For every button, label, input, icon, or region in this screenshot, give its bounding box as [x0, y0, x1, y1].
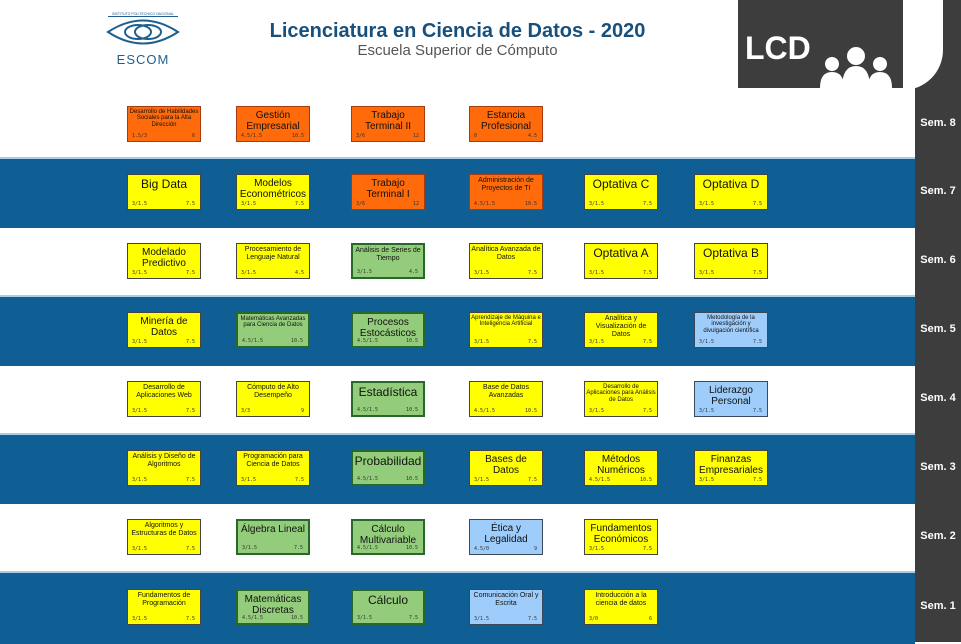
course-hours: 3/1.5 — [474, 615, 490, 622]
course-hours: 4.5/1.5 — [474, 200, 496, 207]
course-credits: 10.5 — [405, 406, 418, 413]
course-credits: 7.5 — [642, 269, 652, 276]
course-card[interactable] — [351, 106, 425, 142]
course-name: Álgebra Lineal — [241, 523, 305, 535]
course-hours: 3/1.5 — [589, 338, 605, 345]
course-name: Cómputo de Alto Desempeño — [247, 383, 299, 399]
course-credits: 7.5 — [294, 476, 304, 483]
logo-institution: INSTITUTO POLITÉCNICO NACIONAL — [108, 12, 178, 17]
course-hours: 4.5/1.5 — [357, 337, 379, 344]
semester-label: Sem. 3 — [920, 460, 956, 473]
course-name: Bases de Datos — [485, 453, 527, 476]
course-credits: 7.5 — [527, 615, 537, 622]
course-credits: 7.5 — [185, 615, 195, 622]
course-credits: 7.5 — [642, 545, 652, 552]
course-hours: 4.5/1.5 — [357, 475, 379, 482]
course-hours: 3/1.5 — [132, 407, 148, 414]
course-name: Procesos Estocásticos — [359, 316, 417, 339]
course-card[interactable] — [584, 243, 658, 279]
course-name: Procesamiento de Lenguaje Natural — [244, 245, 302, 261]
course-name: Matemáticas Discretas — [244, 593, 302, 616]
course-hours: 3/1.5 — [699, 476, 715, 483]
course-name: Desarrollo de Aplicaciones para Análisis de Datos — [586, 383, 656, 404]
course-card[interactable] — [236, 106, 310, 142]
course-hours: 4.5/1.5 — [474, 407, 496, 414]
course-card[interactable] — [351, 589, 425, 625]
course-hours: 3/1.5 — [132, 338, 148, 345]
course-credits: 7.5 — [408, 614, 418, 621]
course-name: Desarrollo de Habilidades Sociales para la Alta Dirección — [129, 108, 199, 129]
course-name: Liderazgo Personal — [709, 384, 753, 407]
course-hours: 3/1.5 — [241, 269, 257, 276]
course-name: Estancia Profesional — [480, 109, 532, 132]
course-credits: 7.5 — [642, 200, 652, 207]
course-hours: 3/6 — [356, 132, 366, 139]
course-card[interactable] — [694, 174, 768, 210]
course-credits: 10.5 — [291, 132, 304, 139]
course-name: Aprendizaje de Máquina e Inteligencia Artificial — [471, 314, 541, 328]
course-hours: 3/1.5 — [132, 545, 148, 552]
course-card[interactable] — [469, 106, 543, 142]
course-hours: 3/1.5 — [589, 407, 605, 414]
course-hours: 3/1.5 — [357, 614, 373, 621]
course-name: Análisis y Diseño de Algoritmos — [132, 452, 196, 468]
course-hours: 3/1.5 — [474, 338, 490, 345]
course-name: Programación para Ciencia de Datos — [243, 452, 303, 468]
course-hours: 3/1.5 — [699, 200, 715, 207]
course-card[interactable] — [584, 381, 658, 417]
course-name: Modelado Predictivo — [142, 246, 186, 269]
course-credits: 10.5 — [290, 614, 303, 621]
course-hours: 3/1.5 — [474, 476, 490, 483]
course-hours: 3/1.5 — [132, 476, 148, 483]
course-card[interactable] — [584, 519, 658, 555]
course-card[interactable] — [127, 312, 201, 348]
course-credits: 10.5 — [405, 337, 418, 344]
lcd-badge: LCD — [745, 30, 811, 66]
course-hours: 4.5/0 — [474, 545, 490, 552]
course-name: Optativa C — [592, 176, 650, 191]
course-name: Metodología de la investigación y divulgación científica — [703, 314, 759, 335]
course-name: Finanzas Empresariales — [699, 453, 763, 476]
course-hours: 3/1.5 — [474, 269, 490, 276]
course-credits: 10.5 — [524, 407, 537, 414]
semester-label: Sem. 2 — [920, 529, 956, 542]
course-credits: 7.5 — [642, 407, 652, 414]
course-hours: 3/1.5 — [132, 269, 148, 276]
course-name: Analítica Avanzada de Datos — [471, 245, 541, 261]
course-credits: 9 — [300, 407, 304, 414]
course-credits: 7.5 — [185, 407, 195, 414]
course-name: Analítica y Visualización de Datos — [595, 314, 647, 338]
course-credits: 7.5 — [752, 476, 762, 483]
course-credits: 6 — [648, 615, 652, 622]
course-hours: 4.5/1.5 — [589, 476, 611, 483]
course-card[interactable] — [694, 381, 768, 417]
course-card[interactable] — [236, 243, 310, 279]
course-credits: 10.5 — [405, 544, 418, 551]
people-icon — [818, 44, 898, 88]
semester-label: Sem. 5 — [920, 322, 956, 335]
course-credits: 4.5 — [294, 269, 304, 276]
course-credits: 7.5 — [293, 544, 303, 551]
course-credits: 12 — [412, 200, 419, 207]
course-name: Desarrollo de Aplicaciones Web — [136, 383, 192, 399]
course-name: Big Data — [140, 176, 188, 191]
course-card[interactable] — [694, 312, 768, 348]
course-name: Métodos Numéricos — [597, 453, 645, 476]
course-credits: 10.5 — [405, 475, 418, 482]
course-name: Optativa D — [702, 176, 760, 191]
course-name: Introducción a la ciencia de datos — [595, 591, 647, 607]
course-name: Optativa A — [593, 245, 649, 260]
course-card[interactable] — [127, 519, 201, 555]
course-credits: 7.5 — [185, 200, 195, 207]
course-card[interactable] — [127, 381, 201, 417]
course-name: Fundamentos de Programación — [137, 591, 191, 607]
course-hours: 4.5/1.5 — [242, 614, 264, 621]
semester-label: Sem. 1 — [920, 599, 956, 612]
course-name: Fundamentos Económicos — [590, 522, 652, 545]
course-hours: 3/1.5 — [241, 200, 257, 207]
course-card[interactable] — [127, 106, 201, 142]
course-name: Ética y Legalidad — [484, 522, 528, 545]
course-credits: 7.5 — [752, 338, 762, 345]
course-card[interactable] — [469, 519, 543, 555]
course-card[interactable] — [236, 174, 310, 210]
semester-sidebar — [915, 0, 961, 642]
course-card[interactable] — [236, 589, 310, 625]
course-hours: 3/1.5 — [241, 476, 257, 483]
course-hours: 3/1.5 — [589, 269, 605, 276]
semester-label: Sem. 6 — [920, 253, 956, 266]
course-hours: 3/0 — [589, 615, 599, 622]
course-credits: 10.5 — [524, 200, 537, 207]
course-credits: 7.5 — [527, 269, 537, 276]
course-name: Base de Datos Avanzadas — [483, 383, 529, 399]
course-card[interactable] — [351, 312, 425, 348]
course-credits: 7.5 — [185, 338, 195, 345]
course-card[interactable] — [469, 589, 543, 625]
course-credits: 12 — [412, 132, 419, 139]
course-hours: 3/1.5 — [357, 268, 373, 275]
course-card[interactable] — [694, 243, 768, 279]
course-name: Trabajo Terminal II — [364, 109, 412, 132]
course-name: Gestión Empresarial — [246, 109, 300, 132]
course-card[interactable] — [584, 589, 658, 625]
course-credits: 7.5 — [185, 476, 195, 483]
course-hours: 3/1.5 — [132, 615, 148, 622]
course-hours: 3/1.5 — [242, 544, 258, 551]
logo-text: ESCOM — [116, 52, 170, 67]
course-card[interactable] — [351, 381, 425, 417]
course-name: Estadística — [358, 384, 418, 399]
course-name: Administración de Proyectos de TI — [478, 176, 534, 192]
course-name: Algoritmos y Estructuras de Datos — [131, 521, 197, 537]
course-hours: 0 — [474, 132, 478, 139]
semester-label: Sem. 4 — [920, 391, 956, 404]
course-card[interactable] — [351, 243, 425, 279]
course-card[interactable] — [469, 450, 543, 486]
course-name: Cálculo — [367, 592, 409, 607]
course-card[interactable] — [469, 174, 543, 210]
course-card[interactable] — [127, 174, 201, 210]
semester-label: Sem. 8 — [920, 116, 956, 129]
course-credits: 7.5 — [294, 200, 304, 207]
course-card[interactable] — [351, 174, 425, 210]
course-card[interactable] — [236, 381, 310, 417]
course-card[interactable] — [469, 312, 543, 348]
course-card[interactable] — [127, 589, 201, 625]
course-name: Modelos Econométricos — [239, 177, 307, 200]
course-hours: 4.5/1.5 — [242, 337, 264, 344]
course-credits: 7.5 — [752, 407, 762, 414]
course-hours: 3/1.5 — [132, 200, 148, 207]
course-hours: 3/1.5 — [699, 269, 715, 276]
course-card[interactable] — [584, 450, 658, 486]
course-card[interactable] — [469, 243, 543, 279]
course-card[interactable] — [127, 243, 201, 279]
course-card[interactable] — [584, 312, 658, 348]
page-subtitle: Escuela Superior de Cómputo — [357, 42, 558, 59]
course-hours: 4.5/1.5 — [357, 406, 379, 413]
semester-label: Sem. 7 — [920, 184, 956, 197]
course-hours: 1.5/3 — [132, 132, 148, 139]
course-name: Matemáticas Avanzadas para Ciencia de Datos — [240, 315, 306, 329]
course-credits: 7.5 — [527, 476, 537, 483]
course-hours: 3/3 — [241, 407, 251, 414]
course-hours: 3/1.5 — [589, 545, 605, 552]
course-card[interactable] — [694, 450, 768, 486]
course-card[interactable] — [127, 450, 201, 486]
course-credits: 7.5 — [752, 200, 762, 207]
course-name: Análisis de Series de Tiempo — [355, 246, 421, 262]
course-card[interactable] — [351, 519, 425, 555]
course-credits: 7.5 — [752, 269, 762, 276]
course-hours: 4.5/1.5 — [357, 544, 379, 551]
course-name: Probabilidad — [354, 453, 422, 468]
course-credits: 9 — [533, 545, 537, 552]
course-credits: 7.5 — [185, 269, 195, 276]
course-credits: 4.5 — [527, 132, 537, 139]
course-card[interactable] — [469, 381, 543, 417]
course-hours: 4.5/1.5 — [241, 132, 263, 139]
course-card[interactable] — [236, 450, 310, 486]
course-hours: 3/1.5 — [699, 338, 715, 345]
course-card[interactable] — [584, 174, 658, 210]
course-card[interactable] — [236, 312, 310, 348]
course-credits: 10.5 — [290, 337, 303, 344]
course-hours: 3/6 — [356, 200, 366, 207]
course-name: Comunicación Oral y Escrita — [473, 591, 539, 607]
course-credits: 7.5 — [185, 545, 195, 552]
course-name: Optativa B — [702, 245, 760, 260]
course-name: Minería de Datos — [140, 315, 188, 338]
course-card[interactable] — [236, 519, 310, 555]
course-hours: 3/1.5 — [589, 200, 605, 207]
course-credits: 4.5 — [408, 268, 418, 275]
course-credits: 7.5 — [527, 338, 537, 345]
course-name: Cálculo Multivariable — [359, 523, 417, 546]
page-title: Licenciatura en Ciencia de Datos - 2020 — [269, 20, 646, 42]
course-credits: 6 — [191, 132, 195, 139]
course-credits: 7.5 — [642, 338, 652, 345]
course-credits: 10.5 — [639, 476, 652, 483]
course-hours: 3/1.5 — [699, 407, 715, 414]
course-name: Trabajo Terminal I — [366, 177, 410, 200]
course-card[interactable] — [351, 450, 425, 486]
